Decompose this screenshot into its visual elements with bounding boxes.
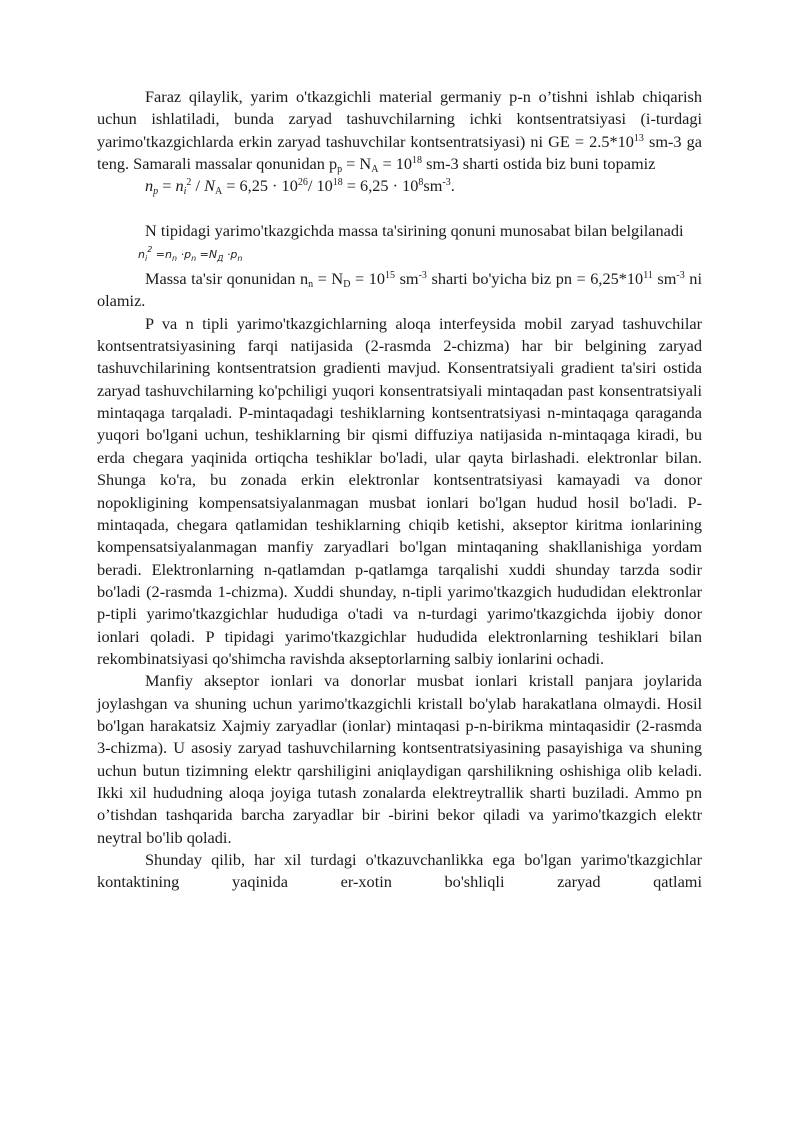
paragraph-germanium-intro: Faraz qilaylik, yarim o'tkazgichli material germaniy p-n o’tishni ishlab chiqarish uchun ishlatiladi, bunda zaryad tashuvchilarning ichki kontsentratsiyasi (i-turdagi yarimo'tkazgichlarda erkin zaryad tashuvchilar kontsentratsiyasi) ni GE = $2.5*10^{13}$ sm-3 ga teng. Samarali massalar qonunidan $p_p = N_A = 10^{18}$ sm-3 sharti ostida biz buni topamiz [97, 87, 702, 176]
paragraph-mass-action-law: N tipidagi yarimo'tkazgichda massa ta'sirining qonuni munosabat bilan belgilanadi [145, 220, 684, 240]
paragraph-pn-result: Massa ta'sir qonunidan $n_n = N_D = 10^{15}$ $sm^{-3}$ sharti bo'yicha biz pn = $6,25*10^{11}$ $sm^{-3}$ ni olamiz. [97, 269, 702, 311]
blank-line [97, 198, 702, 220]
paragraph-space-charge: Manfiy akseptor ionlari va donorlar musbat ionlari kristall panjara joylarida joylashgan va shuning uchun yarimo'tkazgichli kristall bo'ylab harakatlana olmaydi. Hosil bo'lgan harakatsiz Xajmiy zaryadlar (ionlar) mintaqasi p-n-birikma mintaqasidir (2-rasmda 3-chizma). U asosiy zaryad tashuvchilarning kontsentratsiyasining pasayishiga va shuning uchun butun tizimning elektr qarshiligini aniqlaydigan qarshilikning oshishiga olib keladi. Ikki xil hududning aloqa joyiga tutash zonalarda elektreytrallik sharti buziladi. Ammo pn o’tishdan tashqarida barcha zaryadlar bir -birini bekor qiladi va yarimo'tkazgich elektr neytral bo'lib qoladi. [97, 671, 702, 847]
formula-np: $n_p = n_i^2 / N_A = 6,25 \cdot 10^{26}/$ $10^{18} = 6,25 \cdot 10^8sm^{-3}$. [145, 176, 455, 198]
formula-mass-action: $n_i^2 =n_n \cdot p_n =N_Д \cdot p_n$ [138, 245, 243, 264]
paragraph-conclusion: Shunday qilib, har xil turdagi o'tkazuvchanlikka ega bo'lgan yarimo'tkazgichlar kontaktining yaqinida er-xotin bo'shliqli zaryad qatlami [97, 850, 702, 892]
paragraph-concentration-gradient: P va n tipli yarimo'tkazgichlarning aloqa interfeysida mobil zaryad tashuvchilar kontsentratsiyasining farqi natijasida (2-rasmda 2-chizma) har bir belgining zaryad tashuvchilarining kontsentratsion gradienti mavjud. Konsentratsiyali gradient ta'siri ostida zaryad tashuvchilarning ko'pchiligi yuqori konsentratsiyali mintaqadan past konsentratsiyali mintaqaga tarqaladi. P-mintaqadagi teshiklarning kontsentratsiyasi n-mintaqaga qaraganda yuqori bo'lgani uchun, teshiklarning bir qismi diffuziya natijasida n-mintaqaga kiradi, bu erda chegara yaqinida ortiqcha teshiklar bo'ladi, ular qayta birlashadi. elektronlar bilan. Shunga ko'ra, bu zonada erkin elektronlar kontsentratsiyasi kamayadi va donor nopokligining kompensatsiyalanmagan musbat ionlari bo'lgan hudud hosil bo'ladi. P-mintaqada, chegara qatlamidan teshiklarning chiqib ketishi, akseptor kiritma ionlarining kompensatsiyalanmagan manfiy zaryadlari bo'lgan mintaqaning shakllanishiga yordam beradi. Elektronlarning n-qatlamdan p-qatlamga tarqalishi xuddi shunday tarzda sodir bo'ladi (2-rasmda 1-chizma). Xuddi shunday, n-tipli yarimo'tkazgich hududidan elektronlar p-tipli yarimo'tkazgichlar hududiga o'tadi va n-turdagi yarimo'tkazgichda ijobiy donor ionlari qoladi. P tipidagi yarimo'tkazgichlar hududida elektronlarning teshiklari bilan rekombinatsiyasi qo'shimcha ravishda akseptorlarning salbiy ionlarini ochadi. [97, 313, 702, 668]
document-page [97, 86, 702, 894]
